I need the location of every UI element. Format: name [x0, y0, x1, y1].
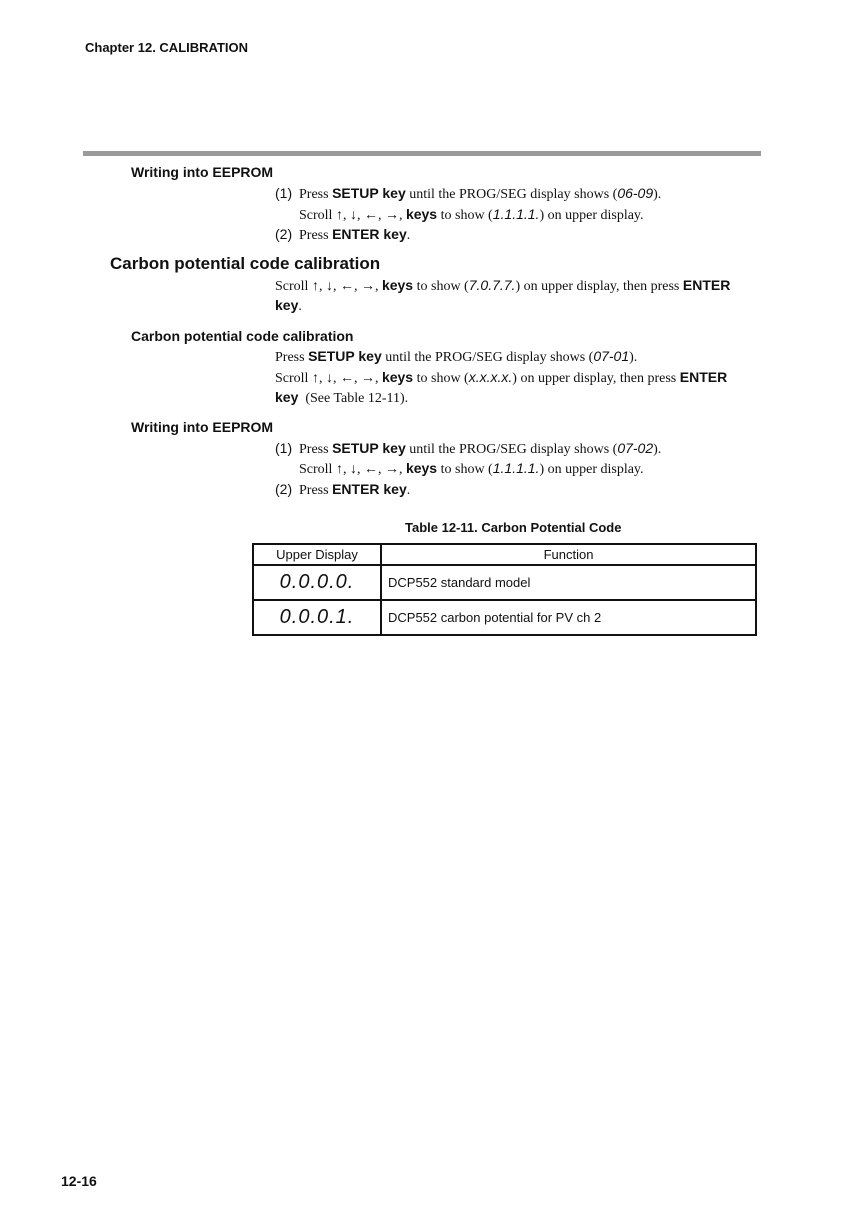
header-function: Function — [381, 544, 756, 565]
upper-display-value: 0.0.0.0. — [253, 565, 381, 600]
step-1: (1) Press SETUP key until the PROG/SEG display shows (06-09). — [275, 185, 662, 202]
header-upper-display: Upper Display — [253, 544, 381, 565]
function-value: DCP552 carbon potential for PV ch 2 — [381, 600, 756, 635]
function-value: DCP552 standard model — [381, 565, 756, 600]
header-rule — [83, 151, 761, 156]
upper-display-value: 0.0.0.1. — [253, 600, 381, 635]
section3-line2: Scroll ↑, ↓, ←, →, keys to show (x.x.x.x.) on upper display, then press ENTER — [275, 369, 728, 386]
section2-line1: Scroll ↑, ↓, ←, →, keys to show (7.0.7.7.) on upper display, then press ENTER — [275, 277, 731, 294]
step-2: (2) Press ENTER key. — [275, 226, 411, 243]
step-1b: (1) Press SETUP key until the PROG/SEG display shows (07-02). — [275, 440, 662, 457]
section-title-writing-eeprom-1: Writing into EEPROM — [131, 164, 274, 180]
section3-line3: key (See Table 12-11). — [275, 389, 409, 406]
table-row — [253, 565, 756, 600]
section-title-carbon-potential-code: Carbon potential code calibration — [131, 328, 354, 344]
carbon-potential-code-table — [252, 543, 757, 636]
chapter-header: Chapter 12. CALIBRATION — [85, 40, 248, 55]
page-number: 12-16 — [61, 1173, 97, 1189]
section-title-writing-eeprom-2: Writing into EEPROM — [131, 419, 274, 435]
section2-line2: key. — [275, 297, 302, 314]
table-row — [253, 600, 756, 635]
table-header-row — [253, 544, 756, 565]
step-1b-scroll: Scroll ↑, ↓, ←, →, keys to show (1.1.1.1.) on upper display. — [299, 460, 644, 477]
heading-carbon-potential-code-calibration: Carbon potential code calibration — [110, 254, 381, 273]
section3-line1: Press SETUP key until the PROG/SEG display shows (07-01). — [275, 348, 638, 365]
step-2b: (2) Press ENTER key. — [275, 481, 411, 498]
step-1-scroll: Scroll ↑, ↓, ←, →, keys to show (1.1.1.1.) on upper display. — [299, 206, 644, 223]
table-caption: Table 12-11. Carbon Potential Code — [405, 520, 622, 535]
